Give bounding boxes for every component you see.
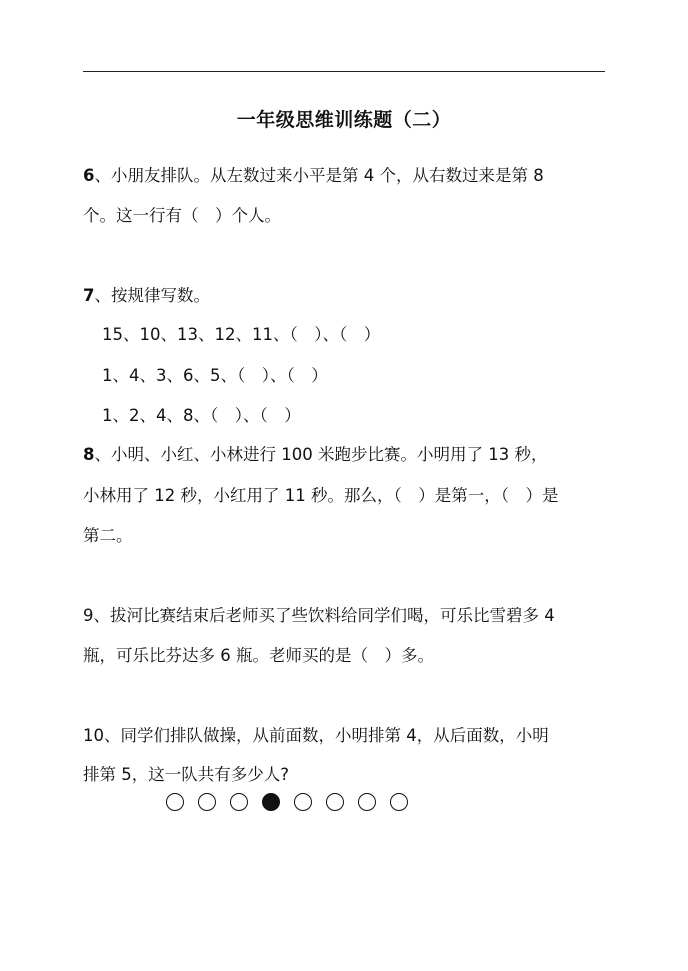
question-8-line-1 — [83, 444, 547, 466]
question-10-text-1: 10、同学们排队做操，从前面数，小明排第 4，从后面数，小明 — [83, 726, 549, 745]
queue-circles-figure — [166, 793, 408, 811]
question-6-line-1 — [83, 165, 544, 187]
empty-circle — [390, 793, 408, 811]
question-6-text-2: 个。这一行有（ ）个人。 — [83, 206, 281, 225]
header-rule — [83, 71, 605, 72]
question-7-line-1 — [83, 285, 210, 307]
empty-circle — [230, 793, 248, 811]
question-8-text-3: 第二。 — [83, 526, 133, 545]
question-7-heading: 、按规律写数。 — [94, 286, 210, 305]
filled-circle — [262, 793, 280, 811]
question-6-text-1: 、小朋友排队。从左数过来小平是第 4 个，从右数过来是第 8 — [94, 166, 544, 185]
question-10-text-2: 排第 5，这一队共有多少人? — [83, 765, 290, 784]
empty-circle — [358, 793, 376, 811]
question-9-text-2: 瓶，可乐比芬达多 6 瓶。老师买的是（ ）多。 — [83, 646, 434, 665]
question-8-text-2: 小林用了 12 秒，小红用了 11 秒。那么，（ ）是第一，（ ）是 — [83, 486, 559, 505]
question-7-sequence-1: 15、10、13、12、11、（ ）、（ ） — [102, 325, 381, 344]
question-7-sequence-2: 1、4、3、6、5、（ ）、（ ） — [102, 366, 328, 385]
question-8-number: 8 — [83, 445, 95, 464]
question-9-text-1: 9、拔河比赛结束后老师买了些饮料给同学们喝，可乐比雪碧多 4 — [83, 606, 555, 625]
empty-circle — [166, 793, 184, 811]
empty-circle — [294, 793, 312, 811]
empty-circle — [326, 793, 344, 811]
question-6-number: 6 — [83, 166, 95, 185]
page-title: 一年级思维训练题（二） — [236, 109, 452, 131]
question-8-text-1: 、小明、小红、小林进行 100 米跑步比赛。小明用了 13 秒， — [94, 445, 548, 464]
empty-circle — [198, 793, 216, 811]
question-7-number: 7 — [83, 286, 95, 305]
question-7-sequence-3: 1、2、4、8、（ ）、（ ） — [102, 406, 301, 425]
